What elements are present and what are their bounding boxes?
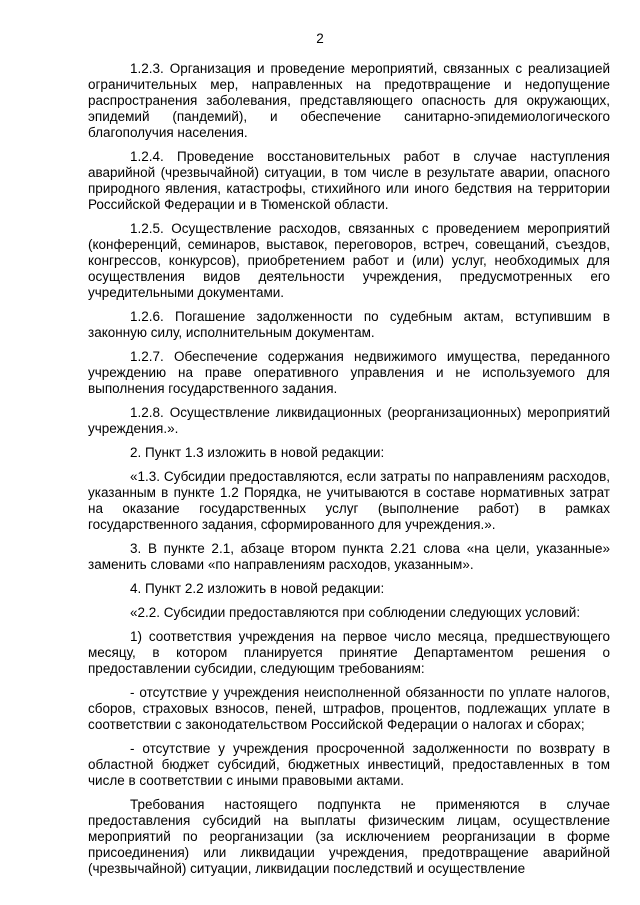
paragraph-1-2-6: 1.2.6. Погашение задолженности по судебным актам, вступившим в законную силу, исполнительным документам.	[88, 309, 610, 340]
paragraph-1-2-8: 1.2.8. Осуществление ликвидационных (реорганизационных) мероприятий учреждения.».	[88, 405, 610, 436]
paragraph-1-3-quote: «1.3. Субсидии предоставляются, если затраты по направлениям расходов, указанным в пункте 1.2 Порядка, не учитываются в составе нормативных затрат на оказание государственных услуг (выполнение работ) в рамках государственного задания, сформированного для учреждения.».	[88, 469, 610, 532]
paragraph-1-2-4: 1.2.4. Проведение восстановительных работ в случае наступления аварийной (чрезвычайной) ситуации, в том числе в результате аварии, опасного природного явления, катастрофы, стихийного или иного бедствия на территории Российской Федерации и в Тюменской области.	[88, 149, 610, 212]
paragraph-requirement-taxes: - отсутствие у учреждения неисполненной обязанности по уплате налогов, сборов, страховых взносов, пеней, штрафов, процентов, подлежащих уплате в соответствии с законодательством Российской Федерации о налогах и сборах;	[88, 685, 610, 732]
paragraph-item-4: 4. Пункт 2.2 изложить в новой редакции:	[130, 581, 385, 596]
page-number: 2	[316, 31, 324, 46]
paragraph-1-2-5: 1.2.5. Осуществление расходов, связанных с проведением мероприятий (конференций, семинаров, выставок, переговоров, встреч, совещаний, съездов, конгрессов, конкурсов), приобретением работ и (или) услуг, необходимых для осуществления видов деятельности учреждения, предусмотренных его учредительными документами.	[88, 221, 610, 300]
paragraph-1-2-7: 1.2.7. Обеспечение содержания недвижимого имущества, переданного учреждению на праве оперативного управления и не используемого для выполнения государственного задания.	[88, 349, 610, 396]
paragraph-1-2-3: 1.2.3. Организация и проведение мероприятий, связанных с реализацией ограничительных мер, направленных на предотвращение и недопущение распространения заболевания, представляющего опасность для окружающих, эпидемий (пандемий), и обеспечение санитарно-эпидемиологического благополучия населения.	[88, 61, 610, 140]
paragraph-condition-1: 1) соответствия учреждения на первое число месяца, предшествующего месяцу, в котором планируется принятие Департаментом решения о предоставлении субсидии, следующим требованиям:	[88, 629, 610, 676]
paragraph-requirement-debt: - отсутствие у учреждения просроченной задолженности по возврату в областной бюджет субсидий, бюджетных инвестиций, предоставленных в том числе в соответствии с иными правовыми актами.	[88, 741, 610, 788]
paragraph-item-2: 2. Пункт 1.3 изложить в новой редакции:	[130, 445, 385, 460]
paragraph-2-2-quote: «2.2. Субсидии предоставляются при соблюдении следующих условий:	[130, 605, 581, 620]
document-body	[88, 61, 610, 885]
paragraph-requirements-exceptions: Требования настоящего подпункта не применяются в случае предоставления субсидий на выплаты физическим лицам, осуществление мероприятий по реорганизации (за исключением реорганизации в форме присоединения) или ликвидации учреждения, предотвращение аварийной (чрезвычайной) ситуации, ликвидации последствий и осуществление	[88, 797, 610, 876]
paragraph-item-3: 3. В пункте 2.1, абзаце втором пункта 2.21 слова «на цели, указанные» заменить словами «по направлениям расходов, указанным».	[88, 541, 610, 572]
